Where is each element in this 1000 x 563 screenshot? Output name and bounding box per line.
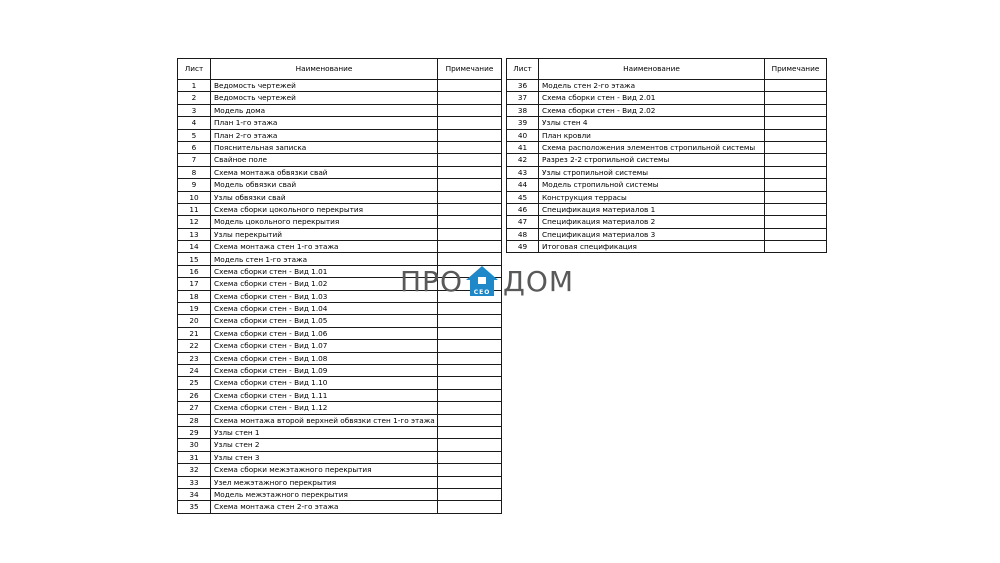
sheet-number-cell: 3	[178, 104, 211, 116]
table-row	[178, 464, 502, 476]
sheet-name-cell: План кровли	[539, 129, 765, 141]
column-header-note: Примечание	[765, 59, 827, 80]
sheet-number-cell: 33	[178, 476, 211, 488]
table-row	[178, 216, 502, 228]
table-row	[507, 228, 827, 240]
table-row	[178, 476, 502, 488]
sheet-number-cell: 6	[178, 141, 211, 153]
table-row	[178, 501, 502, 513]
sheet-number-cell: 31	[178, 451, 211, 463]
table-row	[178, 315, 502, 327]
table-row	[507, 104, 827, 116]
sheet-number-cell: 43	[507, 166, 539, 178]
sheet-note-cell	[438, 501, 502, 513]
sheet-note-cell	[438, 402, 502, 414]
sheet-name-cell: Схема сборки цокольного перекрытия	[211, 203, 438, 215]
table-row	[178, 488, 502, 500]
sheet-note-cell	[438, 476, 502, 488]
sheet-note-cell	[438, 117, 502, 129]
table-row	[507, 141, 827, 153]
sheet-note-cell	[438, 303, 502, 315]
sheet-name-cell: Узлы стен 1	[211, 426, 438, 438]
sheet-note-cell	[438, 377, 502, 389]
column-header-sheet: Лист	[507, 59, 539, 80]
table-row	[178, 141, 502, 153]
sheet-name-cell: Узлы стен 4	[539, 117, 765, 129]
sheet-name-cell: Модель обвязки свай	[211, 179, 438, 191]
sheet-number-cell: 49	[507, 241, 539, 253]
sheet-number-cell: 18	[178, 290, 211, 302]
table-row	[178, 439, 502, 451]
svg-text:СЕО: СЕО	[473, 289, 491, 296]
sheet-name-cell: Модель межэтажного перекрытия	[211, 488, 438, 500]
table-row	[178, 414, 502, 426]
sheet-number-cell: 38	[507, 104, 539, 116]
sheet-note-cell	[438, 327, 502, 339]
table-row	[178, 80, 502, 92]
sheet-note-cell	[765, 191, 827, 203]
table-row	[178, 179, 502, 191]
sheet-number-cell: 19	[178, 303, 211, 315]
table-row	[178, 402, 502, 414]
sheet-name-cell: Схема монтажа стен 2-го этажа	[211, 501, 438, 513]
logo-text-left: ПРО	[400, 264, 463, 298]
sheet-name-cell: Схема сборки стен - Вид 1.09	[211, 364, 438, 376]
sheet-number-cell: 29	[178, 426, 211, 438]
sheet-number-cell: 13	[178, 228, 211, 240]
table-row	[507, 216, 827, 228]
table-row	[178, 203, 502, 215]
sheet-number-cell: 5	[178, 129, 211, 141]
sheet-name-cell: Узлы стен 2	[211, 439, 438, 451]
prodom-logo-watermark	[400, 262, 574, 300]
table-header-row	[507, 59, 827, 80]
sheet-note-cell	[438, 426, 502, 438]
table-row	[178, 191, 502, 203]
sheet-note-cell	[438, 464, 502, 476]
sheet-number-cell: 45	[507, 191, 539, 203]
sheet-name-cell: Модель стен 2-го этажа	[539, 80, 765, 92]
table-row	[178, 241, 502, 253]
table-row	[178, 104, 502, 116]
table-row	[178, 129, 502, 141]
table-row	[178, 154, 502, 166]
table-row	[178, 117, 502, 129]
sheet-note-cell	[438, 80, 502, 92]
sheet-note-cell	[438, 451, 502, 463]
sheet-number-cell: 32	[178, 464, 211, 476]
sheet-number-cell: 9	[178, 179, 211, 191]
sheet-name-cell: Ведомость чертежей	[211, 80, 438, 92]
sheet-name-cell: Схема сборки стен - Вид 1.12	[211, 402, 438, 414]
table-row	[178, 352, 502, 364]
sheet-number-cell: 34	[178, 488, 211, 500]
sheet-name-cell: Узел межэтажного перекрытия	[211, 476, 438, 488]
sheet-name-cell: Схема сборки стен - Вид 1.07	[211, 340, 438, 352]
column-header-name: Наименование	[539, 59, 765, 80]
sheet-name-cell: Схема сборки стен - Вид 1.05	[211, 315, 438, 327]
sheet-name-cell: Схема сборки стен - Вид 1.01	[211, 265, 438, 277]
sheet-number-cell: 12	[178, 216, 211, 228]
sheet-note-cell	[765, 228, 827, 240]
sheet-note-cell	[438, 154, 502, 166]
table-row	[178, 426, 502, 438]
sheet-name-cell: Схема сборки стен - Вид 1.10	[211, 377, 438, 389]
sheet-note-cell	[438, 315, 502, 327]
sheet-note-cell	[765, 241, 827, 253]
sheet-name-cell: Схема сборки стен - Вид 1.03	[211, 290, 438, 302]
sheet-name-cell: Пояснительная записка	[211, 141, 438, 153]
table-row	[507, 241, 827, 253]
sheet-name-cell: Схема сборки стен - Вид 1.06	[211, 327, 438, 339]
table-row	[507, 80, 827, 92]
sheet-number-cell: 10	[178, 191, 211, 203]
sheet-note-cell	[765, 104, 827, 116]
sheet-name-cell: Модель стропильной системы	[539, 179, 765, 191]
sheet-note-cell	[438, 129, 502, 141]
table-row	[178, 340, 502, 352]
sheet-note-cell	[438, 241, 502, 253]
sheet-number-cell: 4	[178, 117, 211, 129]
sheet-note-cell	[765, 141, 827, 153]
sheet-note-cell	[438, 414, 502, 426]
sheet-note-cell	[438, 228, 502, 240]
sheet-number-cell: 1	[178, 80, 211, 92]
sheet-name-cell: Схема сборки межэтажного перекрытия	[211, 464, 438, 476]
sheet-name-cell: Разрез 2-2 стропильной системы	[539, 154, 765, 166]
sheet-name-cell: Узлы стропильной системы	[539, 166, 765, 178]
table-row	[507, 154, 827, 166]
sheet-note-cell	[438, 340, 502, 352]
sheet-number-cell: 27	[178, 402, 211, 414]
sheet-note-cell	[438, 389, 502, 401]
sheet-number-cell: 11	[178, 203, 211, 215]
table-row	[178, 377, 502, 389]
sheet-name-cell: Конструкция террасы	[539, 191, 765, 203]
sheet-note-cell	[438, 216, 502, 228]
sheet-note-cell	[765, 80, 827, 92]
sheet-name-cell: Спецификация материалов 3	[539, 228, 765, 240]
table-row	[178, 92, 502, 104]
sheet-name-cell: Ведомость чертежей	[211, 92, 438, 104]
sheet-note-cell	[438, 439, 502, 451]
sheet-number-cell: 36	[507, 80, 539, 92]
column-header-name: Наименование	[211, 59, 438, 80]
table-row	[507, 166, 827, 178]
table-row	[178, 228, 502, 240]
house-icon	[465, 265, 499, 299]
column-header-note: Примечание	[438, 59, 502, 80]
sheet-note-cell	[438, 488, 502, 500]
sheet-number-cell: 2	[178, 92, 211, 104]
table-row	[507, 191, 827, 203]
sheet-note-cell	[438, 364, 502, 376]
sheet-name-cell: Модель цокольного перекрытия	[211, 216, 438, 228]
sheet-note-cell	[765, 216, 827, 228]
sheet-note-cell	[438, 191, 502, 203]
sheet-number-cell: 16	[178, 265, 211, 277]
table-row	[507, 92, 827, 104]
sheet-name-cell: План 1-го этажа	[211, 117, 438, 129]
sheet-name-cell: Свайное поле	[211, 154, 438, 166]
sheet-number-cell: 41	[507, 141, 539, 153]
sheet-note-cell	[438, 203, 502, 215]
sheet-note-cell	[765, 117, 827, 129]
sheet-note-cell	[765, 129, 827, 141]
sheet-name-cell: Узлы обвязки свай	[211, 191, 438, 203]
sheet-note-cell	[438, 352, 502, 364]
drawing-list-table-right	[506, 58, 827, 253]
sheet-name-cell: Схема сборки стен - Вид 1.02	[211, 278, 438, 290]
sheet-name-cell: Схема монтажа обвязки свай	[211, 166, 438, 178]
table-row	[178, 327, 502, 339]
sheet-name-cell: Схема сборки стен - Вид 2.01	[539, 92, 765, 104]
sheet-number-cell: 47	[507, 216, 539, 228]
table-row	[178, 364, 502, 376]
sheet-number-cell: 14	[178, 241, 211, 253]
logo-text-right: ДОМ	[502, 264, 575, 298]
sheet-number-cell: 24	[178, 364, 211, 376]
sheet-number-cell: 42	[507, 154, 539, 166]
sheet-name-cell: Спецификация материалов 2	[539, 216, 765, 228]
sheet-name-cell: Спецификация материалов 1	[539, 203, 765, 215]
sheet-number-cell: 30	[178, 439, 211, 451]
sheet-number-cell: 28	[178, 414, 211, 426]
table-row	[507, 129, 827, 141]
sheet-number-cell: 7	[178, 154, 211, 166]
sheet-number-cell: 8	[178, 166, 211, 178]
sheet-name-cell: Схема сборки стен - Вид 1.08	[211, 352, 438, 364]
sheet-note-cell	[438, 104, 502, 116]
table-row	[178, 451, 502, 463]
sheet-number-cell: 39	[507, 117, 539, 129]
table-row	[178, 166, 502, 178]
table-row	[507, 117, 827, 129]
sheet-number-cell: 40	[507, 129, 539, 141]
sheet-number-cell: 20	[178, 315, 211, 327]
sheet-number-cell: 22	[178, 340, 211, 352]
sheet-note-cell	[765, 203, 827, 215]
table-header-row	[178, 59, 502, 80]
sheet-number-cell: 25	[178, 377, 211, 389]
sheet-note-cell	[765, 166, 827, 178]
sheet-name-cell: Модель дома	[211, 104, 438, 116]
sheet-number-cell: 44	[507, 179, 539, 191]
sheet-number-cell: 37	[507, 92, 539, 104]
sheet-note-cell	[765, 179, 827, 191]
sheet-note-cell	[438, 141, 502, 153]
sheet-number-cell: 15	[178, 253, 211, 265]
sheet-name-cell: Узлы стен 3	[211, 451, 438, 463]
sheet-number-cell: 35	[178, 501, 211, 513]
sheet-note-cell	[438, 166, 502, 178]
table-row	[178, 303, 502, 315]
table-row	[507, 203, 827, 215]
sheet-number-cell: 17	[178, 278, 211, 290]
sheet-name-cell: Модель стен 1-го этажа	[211, 253, 438, 265]
sheet-name-cell: Схема монтажа второй верхней обвязки стен 1-го этажа	[211, 414, 438, 426]
column-header-sheet: Лист	[178, 59, 211, 80]
sheet-name-cell: Схема сборки стен - Вид 2.02	[539, 104, 765, 116]
sheet-name-cell: Схема монтажа стен 1-го этажа	[211, 241, 438, 253]
sheet-number-cell: 46	[507, 203, 539, 215]
sheet-number-cell: 23	[178, 352, 211, 364]
sheet-name-cell: Схема сборки стен - Вид 1.04	[211, 303, 438, 315]
sheet-note-cell	[765, 154, 827, 166]
table-row	[507, 179, 827, 191]
sheet-name-cell: Схема сборки стен - Вид 1.11	[211, 389, 438, 401]
sheet-name-cell: Схема расположения элементов стропильной системы	[539, 141, 765, 153]
sheet-note-cell	[438, 179, 502, 191]
sheet-note-cell	[438, 92, 502, 104]
sheet-note-cell	[765, 92, 827, 104]
sheet-number-cell: 21	[178, 327, 211, 339]
sheet-number-cell: 48	[507, 228, 539, 240]
table-row	[178, 389, 502, 401]
sheet-number-cell: 26	[178, 389, 211, 401]
sheet-name-cell: Итоговая спецификация	[539, 241, 765, 253]
sheet-name-cell: Узлы перекрытий	[211, 228, 438, 240]
sheet-name-cell: План 2-го этажа	[211, 129, 438, 141]
